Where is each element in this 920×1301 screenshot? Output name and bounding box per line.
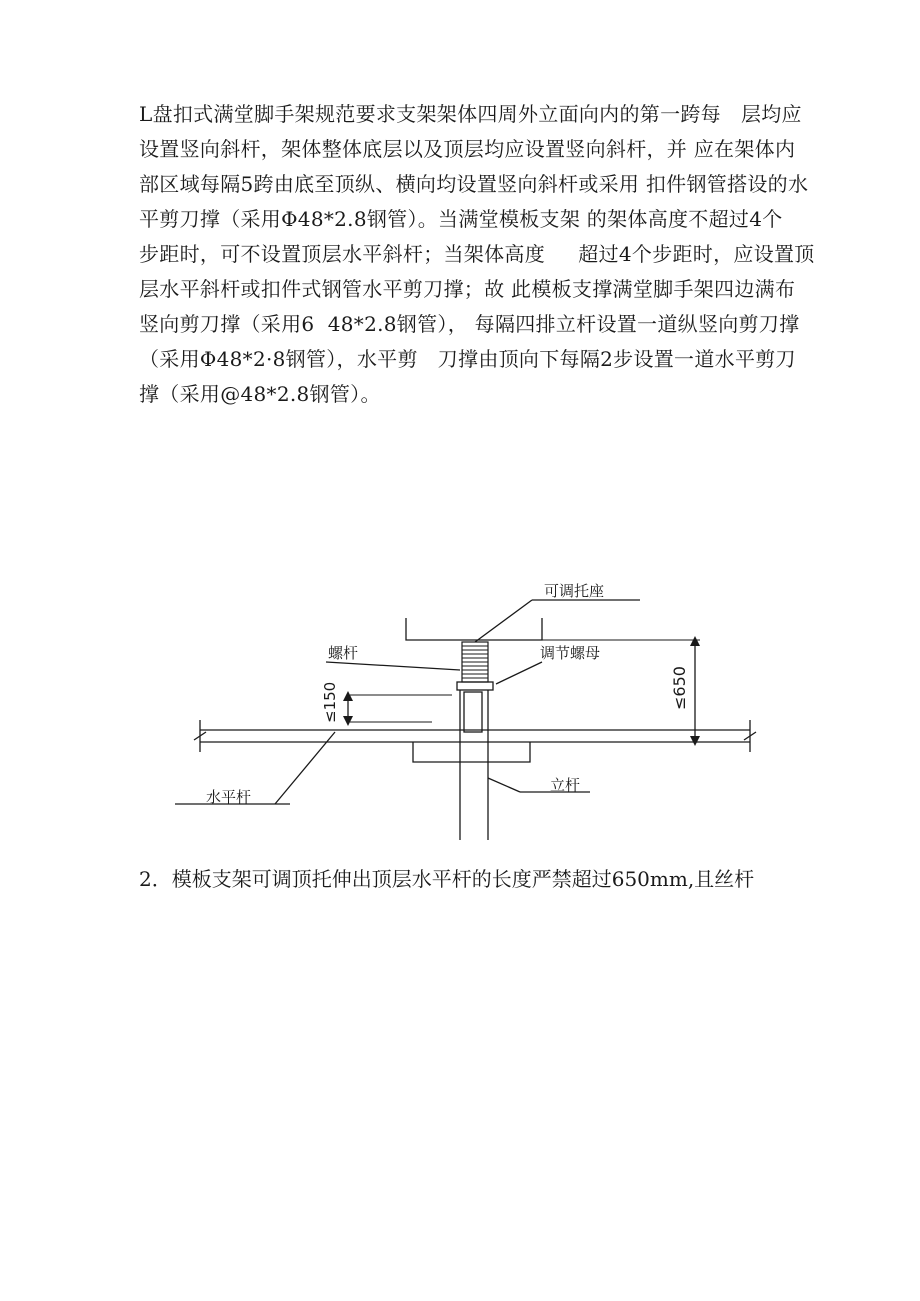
screw-leader (326, 662, 460, 670)
horizontal-bar-leader (275, 732, 335, 804)
support-diagram (170, 570, 770, 870)
bracket-channel (406, 618, 542, 640)
label-dim-left: ≤150 (321, 681, 339, 723)
nut-leader (496, 662, 542, 684)
paragraph-1 (139, 97, 815, 412)
adjusting-nut (457, 682, 493, 690)
paragraph-line: 竖向剪刀撑（采用6 48*2.8钢管）， 每隔四排立杆设置一道纵竖向剪刀撑 (139, 312, 800, 336)
label-adjustable-bracket: 可调托座 (544, 582, 605, 600)
item-2-text: 2．模板支架可调顶托伸出顶层水平杆的长度严禁超过650mm,且丝杆 (139, 867, 755, 891)
paragraph-line: L盘扣式满堂脚手架规范要求支架架体四周外立面向内的第一跨每 层均应 (139, 102, 802, 126)
screw-shaft (464, 692, 482, 732)
paragraph-line: 层水平斜杆或扣件式钢管水平剪刀撑；故 此模板支撑满堂脚手架四边满布 (139, 277, 796, 301)
paragraph-line: 步距时，可不设置顶层水平斜杆；当架体高度 超过4个步距时，应设置顶 (139, 242, 815, 266)
label-adjusting-nut: 调节螺母 (540, 644, 601, 662)
label-screw-rod: 螺杆 (328, 644, 359, 662)
paragraph-line: 撑（采用@48*2.8钢管）。 (139, 382, 381, 406)
paragraph-line: 部区域每隔5跨由底至顶纵、横向均设置竖向斜杆或采用 扣件钢管搭设的水 (139, 172, 809, 196)
paragraph-line: 平剪刀撑（采用Φ48*2.8钢管）。当满堂模板支架 的架体高度不超过4个 (139, 207, 783, 231)
label-horizontal-bar: 水平杆 (206, 788, 252, 806)
bracket-leader (475, 600, 532, 642)
screw-threads (462, 646, 488, 678)
coupler-plate (413, 742, 530, 762)
paragraph-line: （采用Φ48*2·8钢管），水平剪 刀撑由顶向下每隔2步设置一道水平剪刀 (139, 347, 796, 371)
paragraph-line: 设置竖向斜杆，架体整体底层以及顶层均应设置竖向斜杆，并 应在架体内 (139, 137, 796, 161)
label-vertical-pole: 立杆 (550, 776, 581, 794)
vertical-pole-leader (488, 778, 520, 792)
label-dim-right: ≤650 (670, 666, 689, 710)
